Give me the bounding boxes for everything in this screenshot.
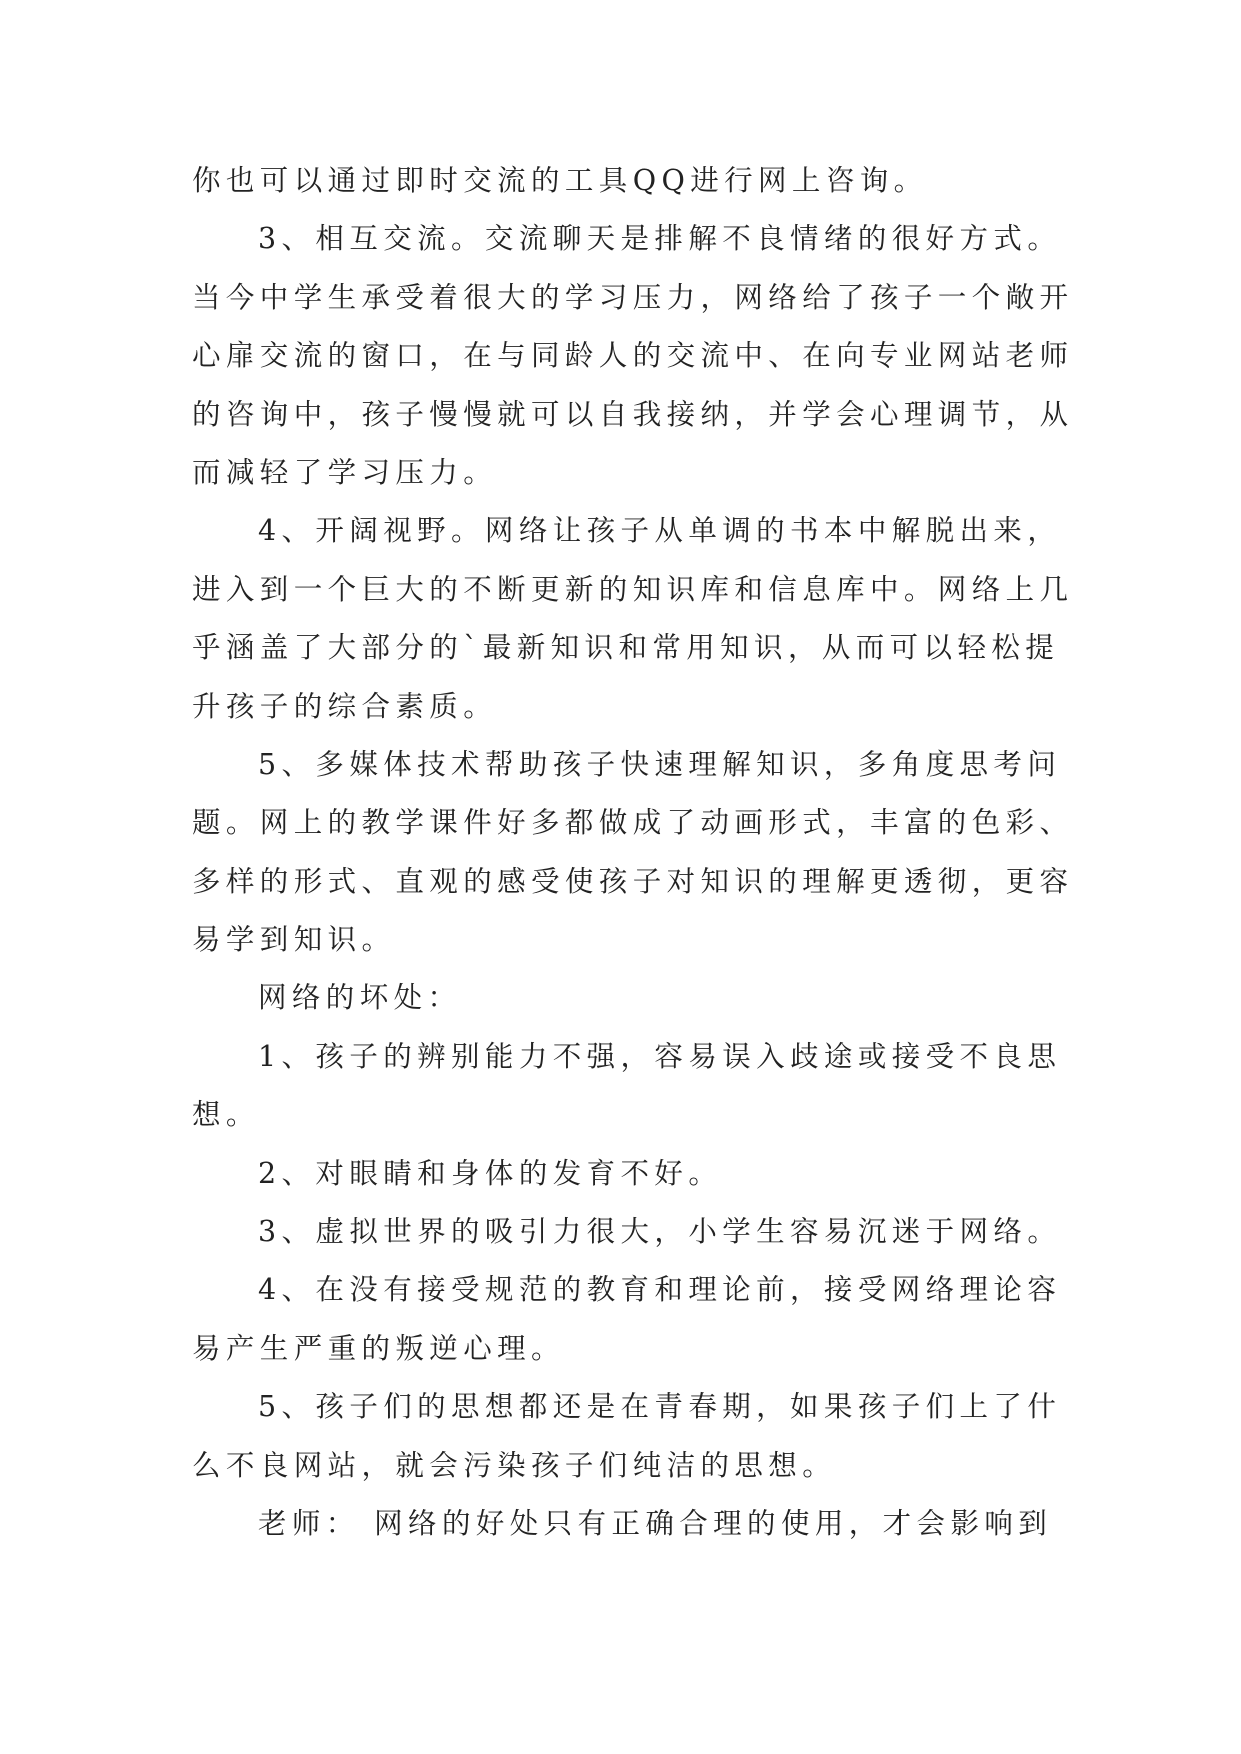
text-line: 3、虚拟世界的吸引力很大，小学生容易沉迷于网络。 xyxy=(258,1215,1062,1249)
text-line: 1、孩子的辨别能力不强，容易误入歧途或接受不良思 xyxy=(258,1039,1062,1073)
text-line: 心扉交流的窗口，在与同龄人的交流中、在向专业网站老师 xyxy=(192,339,1074,373)
text-line: 升孩子的综合素质。 xyxy=(192,689,498,723)
text-line: 么不良网站，就会污染孩子们纯洁的思想。 xyxy=(192,1448,837,1482)
text-line: 易产生严重的叛逆心理。 xyxy=(192,1331,565,1365)
text-line: 4、开阔视野。网络让孩子从单调的书本中解脱出来， xyxy=(258,514,1062,548)
text-line: 题。网上的教学课件好多都做成了动画形式，丰富的色彩、 xyxy=(192,806,1074,840)
text-line: 你也可以通过即时交流的工具QQ进行网上咨询。 xyxy=(192,164,928,197)
text-line: 的咨询中，孩子慢慢就可以自我接纳，并学会心理调节，从 xyxy=(192,397,1074,431)
text-line: 多样的形式、直观的感受使孩子对知识的理解更透彻，更容 xyxy=(192,864,1074,898)
text-line: 2、对眼睛和身体的发育不好。 xyxy=(258,1156,723,1190)
text-line: 进入到一个巨大的不断更新的知识库和信息库中。网络上几 xyxy=(192,572,1074,606)
text-line: 而减轻了学习压力。 xyxy=(192,455,498,489)
text-line: 3、相互交流。交流聊天是排解不良情绪的很好方式。 xyxy=(258,222,1062,256)
text-line: 当今中学生承受着很大的学习压力，网络给了孩子一个敞开 xyxy=(192,280,1074,314)
text-line: 易学到知识。 xyxy=(192,923,396,957)
section-heading: 网络的坏处： xyxy=(258,981,462,1015)
document-page xyxy=(192,152,1074,1553)
text-line: 5、多媒体技术帮助孩子快速理解知识，多角度思考问 xyxy=(258,747,1062,781)
text-line: 老师： 网络的好处只有正确合理的使用，才会影响到 xyxy=(258,1506,1053,1540)
text-line: 想。 xyxy=(192,1098,260,1132)
text-line: 5、孩子们的思想都还是在青春期，如果孩子们上了什 xyxy=(258,1390,1062,1424)
text-line: 4、在没有接受规范的教育和理论前，接受网络理论容 xyxy=(258,1273,1062,1307)
text-line: 乎涵盖了大部分的`最新知识和常用知识，从而可以轻松提 xyxy=(192,631,1060,665)
